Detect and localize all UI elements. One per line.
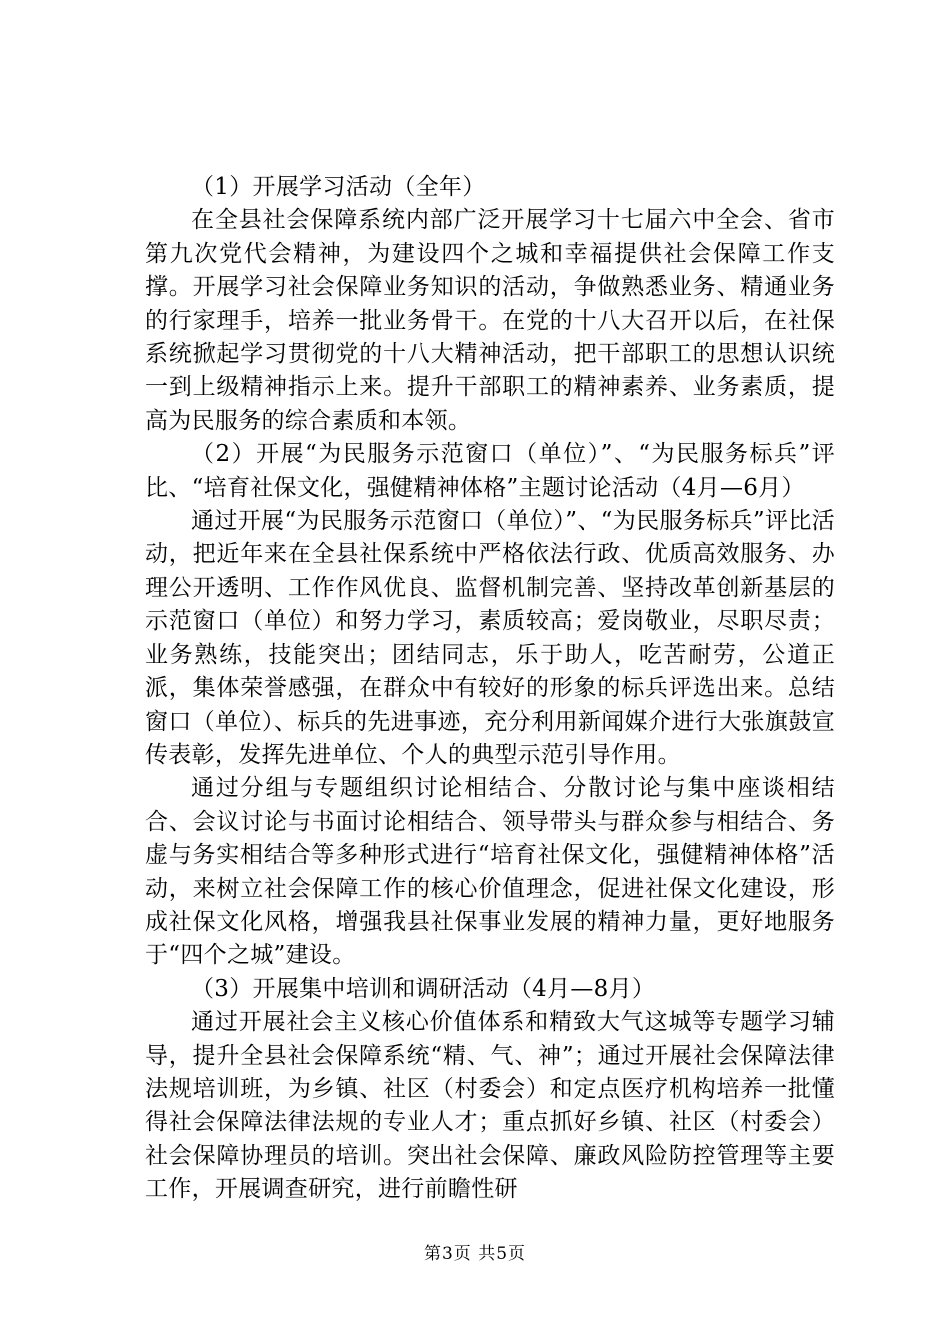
document-body (145, 171, 835, 1207)
paragraph-training-research: 通过开展社会主义核心价值体系和精致大气这城等专题学习辅导，提升全县社会保障系统“精、气、神”；通过开展社会保障法律法规培训班，为乡镇、社区（村委会）和定点医疗机构培养一批懂得社会保障法律法规的专业人才；重点抓好乡镇、社区（村委会）社会保障协理员的培训。突出社会保障、廉政风险防控管理等主要工作，开展调查研究，进行前瞻性研 (145, 1009, 835, 1203)
paragraph-model-selection: 通过开展“为民服务示范窗口（单位）”、“为民服务标兵”评比活动，把近年来在全县社保系统中严格依法行政、优质高效服务、办理公开透明、工作作风优良、监督机制完善、坚持改革创新基层的示范窗口（单位）和努力学习，素质较高；爱岗敬业，尽职尽责；业务熟练，技能突出；团结同志，乐于助人，吃苦耐劳，公道正派，集体荣誉感强，在群众中有较好的形象的标兵评选出来。总结窗口（单位）、标兵的先进事迹，充分利用新闻媒介进行大张旗鼓宣传表彰，发挥先进单位、个人的典型示范引导作用。 (145, 508, 835, 768)
section-heading-2: （2）开展“为民服务示范窗口（单位）”、“为民服务标兵”评比、“培育社保文化，强健精神体格”主题讨论活动（4月—6月） (145, 441, 835, 501)
paragraph-study-activities: 在全县社会保障系统内部广泛开展学习十七届六中全会、省市第九次党代会精神，为建设四个之城和幸福提供社会保障工作支撑。开展学习社会保障业务知识的活动，争做熟悉业务、精通业务的行家理手，培养一批业务骨干。在党的十八大召开以后，在社保系统掀起学习贯彻党的十八大精神活动，把干部职工的思想认识统一到上级精神指示上来。提升干部职工的精神素养、业务素质，提高为民服务的综合素质和本领。 (145, 207, 835, 434)
paragraph-discussion-forms: 通过分组与专题组织讨论相结合、分散讨论与集中座谈相结合、会议讨论与书面讨论相结合、领导带头与群众参与相结合、务虚与务实相结合等多种形式进行“培育社保文化，强健精神体格”活动，来树立社会保障工作的核心价值理念，促进社保文化建设，形成社保文化风格，增强我县社保事业发展的精神力量，更好地服务于“四个之城”建设。 (145, 775, 835, 969)
page-number-footer: 第3页 共5页 (423, 1244, 527, 1264)
section-heading-3: （3）开展集中培训和调研活动（4月—8月） (191, 975, 656, 1002)
section-heading-1: （1）开展学习活动（全年） (191, 174, 486, 200)
